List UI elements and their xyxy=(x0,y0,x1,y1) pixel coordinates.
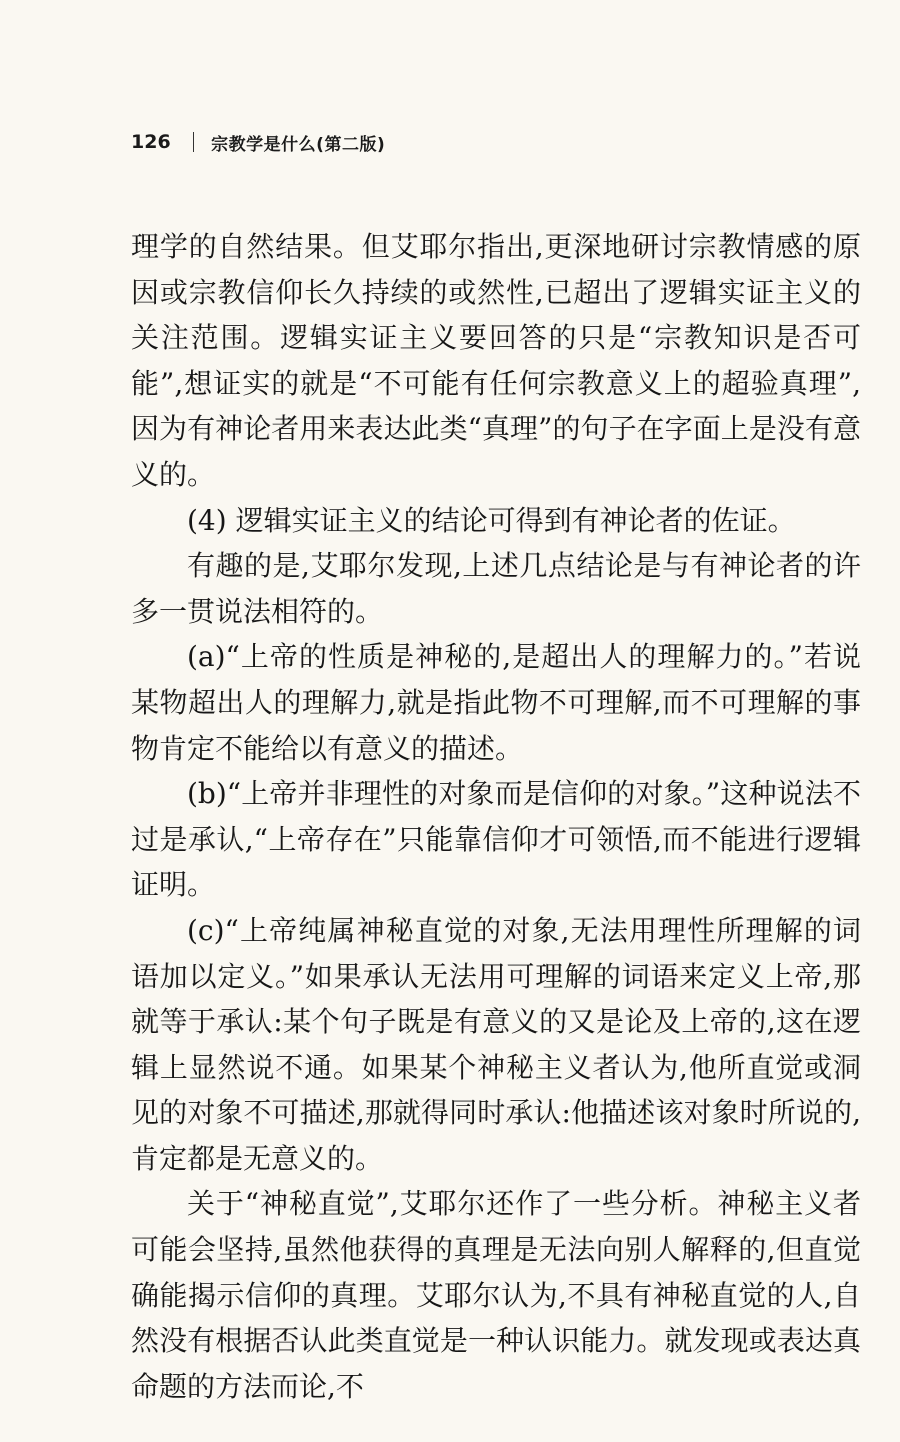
paragraph-item-c: (c)“上帝纯属神秘直觉的对象,无法用理性所理解的词语加以定义。”如果承认无法用可理解的词语来定义上帝,那就等于承认:某个句子既是有意义的又是论及上帝的,这在逻辑上显然说不通。如果某个神秘主义者认为,他所直觉或洞见的对象不可描述,那就得同时承认:他描述该对象时所说的,肯定都是无意义的。 xyxy=(131,913,861,1175)
book-title: 宗教学是什么(第二版) xyxy=(211,134,386,155)
running-head xyxy=(131,128,385,156)
head-separator xyxy=(193,132,195,152)
paragraph-mystic-intuition: 关于“神秘直觉”,艾耶尔还作了一些分析。神秘主义者可能会坚持,虽然他获得的真理是无法向别人解释的,但直觉确能揭示信仰的真理。艾耶尔认为,不具有神秘直觉的人,自然没有根据否认此类直觉是一种认识能力。就发现或表达真命题的方法而论,不 xyxy=(131,1187,861,1403)
paragraph-item-b: (b)“上帝并非理性的对象而是信仰的对象。”这种说法不过是承认,“上帝存在”只能靠信仰才可领悟,而不能进行逻辑证明。 xyxy=(131,777,861,902)
page-number: 126 xyxy=(131,131,171,153)
body-text xyxy=(131,224,861,1409)
paragraph-item-a: (a)“上帝的性质是神秘的,是超出人的理解力的。”若说某物超出人的理解力,就是指此物不可理解,而不可理解的事物肯定不能给以有意义的描述。 xyxy=(131,640,861,765)
paragraph-interesting: 有趣的是,艾耶尔发现,上述几点结论是与有神论者的许多一贯说法相符的。 xyxy=(131,549,861,628)
paragraph-point-4: (4) 逻辑实证主义的结论可得到有神论者的佐证。 xyxy=(187,503,796,537)
paragraph-continuation: 理学的自然结果。但艾耶尔指出,更深地研讨宗教情感的原因或宗教信仰长久持续的或然性,已超出了逻辑实证主义的关注范围。逻辑实证主义要回答的只是“宗教知识是否可能”,想证实的就是“不可能有任何宗教意义上的超验真理”,因为有神论者用来表达此类“真理”的句子在字面上是没有意义的。 xyxy=(131,230,861,491)
